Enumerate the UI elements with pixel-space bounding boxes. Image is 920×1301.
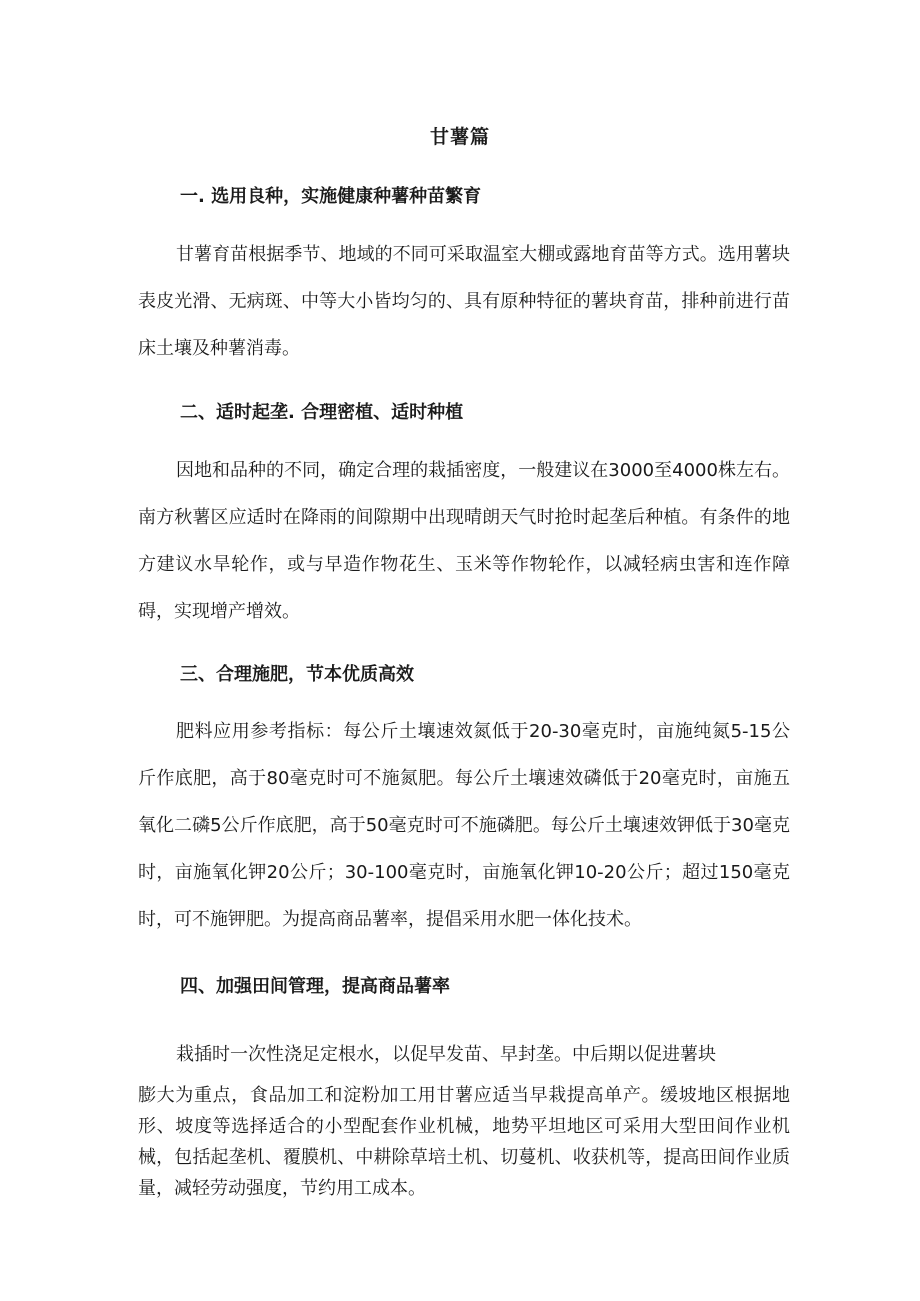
section-4-heading: 四、加强田间管理，提高商品薯率 [180, 976, 450, 997]
section-4-paragraph-first-line: 栽插时一次性浇足定根水，以促早发苗、早封垄。中后期以促进薯块 [176, 1044, 716, 1065]
section-2-heading: 二、适时起垄. 合理密植、适时种植 [180, 402, 464, 423]
section-2-paragraph: 因地和品种的不同，确定合理的栽插密度，一般建议在3000至4000株左右。南方秋薯区应适时在降雨的间隙期中出现晴朗天气时抢时起垄后种植。有条件的地方建议水旱轮作，或与早造作物花生、玉米等作物轮作，以减轻病虫害和连作障碍，实现增产增效。 [138, 460, 790, 622]
document-title: 甘薯篇 [429, 126, 490, 148]
section-1-heading: 一. 选用良种，实施健康种薯种苗繁育 [180, 186, 482, 207]
section-1-paragraph: 甘薯育苗根据季节、地域的不同可采取温室大棚或露地育苗等方式。选用薯块表皮光滑、无病斑、中等大小皆均匀的、具有原种特征的薯块育苗，排种前进行苗床土壤及种薯消毒。 [138, 244, 790, 359]
section-4-paragraph: 膨大为重点，食品加工和淀粉加工用甘薯应适当早栽提高单产。缓坡地区根据地形、坡度等选择适合的小型配套作业机械，地势平坦地区可采用大型田间作业机械，包括起垄机、覆膜机、中耕除草培土机、切蔓机、收获机等，提高田间作业质量，减轻劳动强度，节约用工成本。 [138, 1085, 790, 1199]
section-3-heading: 三、合理施肥，节本优质高效 [180, 664, 414, 685]
section-3-paragraph: 肥料应用参考指标：每公斤土壤速效氮低于20-30毫克时，亩施纯氮5-15公斤作底肥，高于80毫克时可不施氮肥。每公斤土壤速效磷低于20毫克时，亩施五氧化二磷5公斤作底肥，高于50毫克时可不施磷肥。每公斤土壤速效钾低于30毫克时，亩施氧化钾20公斤；30-100毫克时，亩施氧化钾10-20公斤；超过150毫克时，可不施钾肥。为提高商品薯率，提倡采用水肥一体化技术。 [138, 721, 790, 930]
